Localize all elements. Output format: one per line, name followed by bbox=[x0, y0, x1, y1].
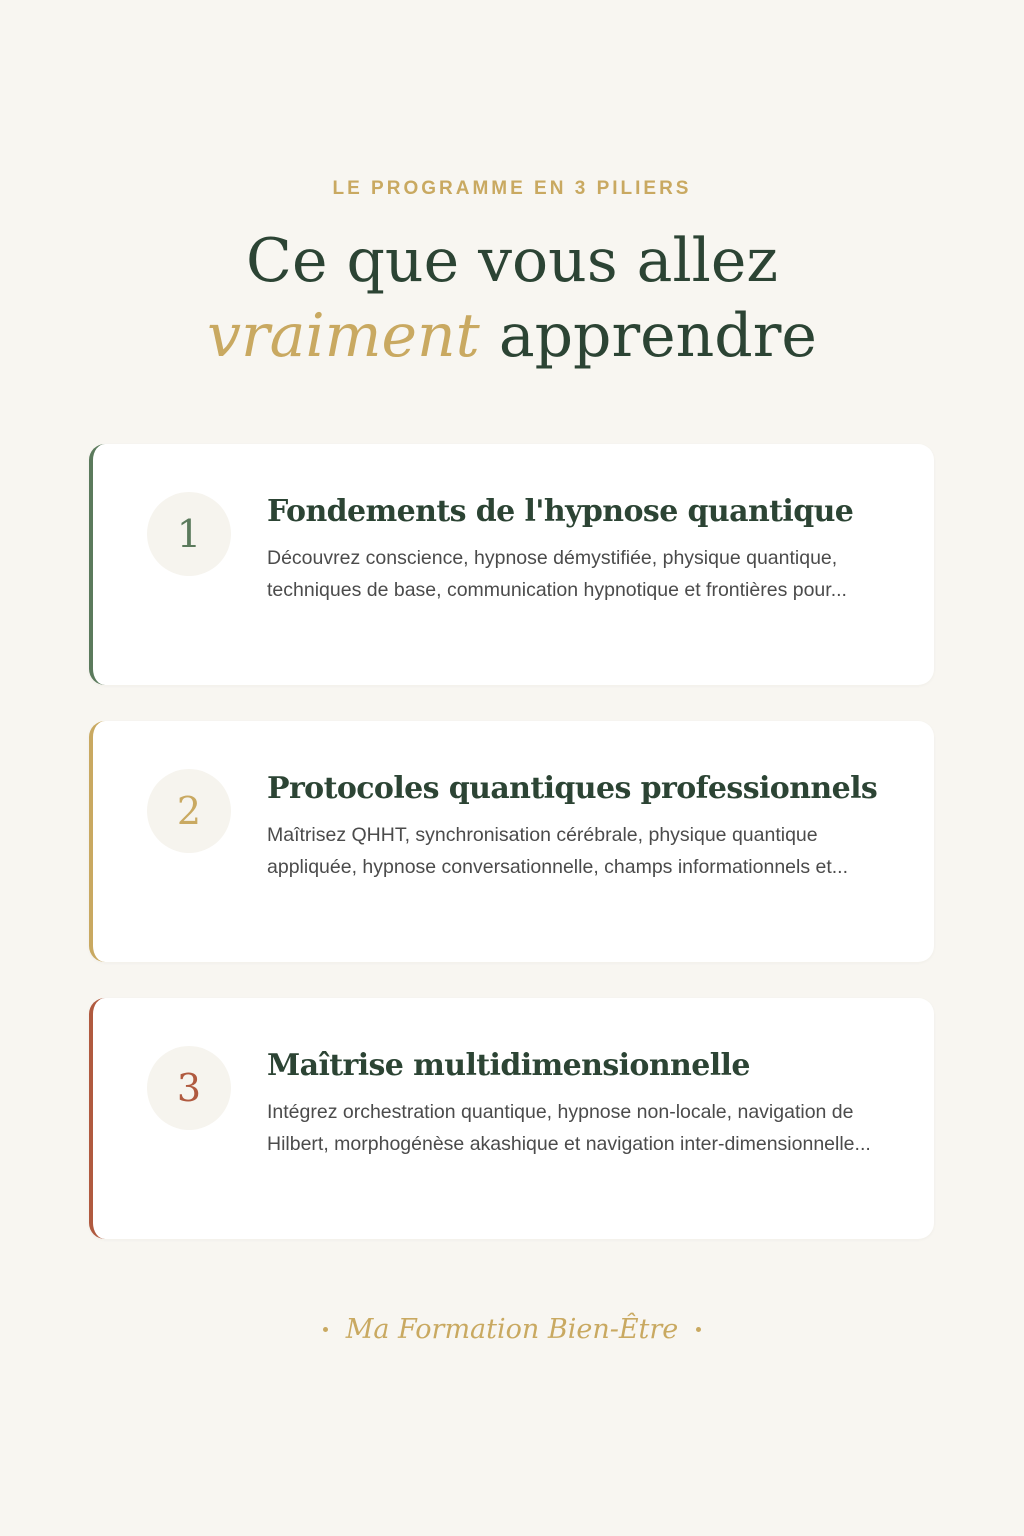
pillar-card-3 bbox=[89, 998, 934, 1239]
title-line-2: apprendre bbox=[498, 301, 817, 371]
pillar-card-1 bbox=[89, 444, 934, 685]
pillar-description: Découvrez conscience, hypnose démystifiée, physique quantique, techniques de base, communication hypnotique et frontières pour... bbox=[267, 547, 847, 601]
title-accent-word: vraiment bbox=[207, 301, 480, 371]
pillar-number-badge: 3 bbox=[147, 1046, 231, 1130]
pillar-card-2 bbox=[89, 721, 934, 962]
pillar-title: Fondements de l'hypnose quantique bbox=[267, 494, 854, 529]
footer-signature bbox=[0, 1314, 1024, 1345]
brand-name: Ma Formation Bien-Être bbox=[345, 1314, 679, 1345]
pillar-title: Protocoles quantiques professionnels bbox=[267, 771, 878, 806]
pillar-number-badge: 1 bbox=[147, 492, 231, 576]
pillar-description: Maîtrisez QHHT, synchronisation cérébrale, physique quantique appliquée, hypnose conversationnelle, champs informationnels et... bbox=[267, 824, 849, 878]
pillar-number-badge: 2 bbox=[147, 769, 231, 853]
right-dot-ornament bbox=[696, 1327, 701, 1332]
section-title bbox=[0, 224, 1024, 374]
left-dot-ornament bbox=[323, 1327, 328, 1332]
title-line-1: Ce que vous allez bbox=[246, 226, 778, 296]
pillar-title: Maîtrise multidimensionnelle bbox=[267, 1048, 750, 1083]
pillar-description: Intégrez orchestration quantique, hypnose non-locale, navigation de Hilbert, morphogénèse akashique et navigation inter-dimensionnelle... bbox=[267, 1101, 871, 1155]
section-eyebrow: LE PROGRAMME EN 3 PILIERS bbox=[332, 178, 692, 199]
